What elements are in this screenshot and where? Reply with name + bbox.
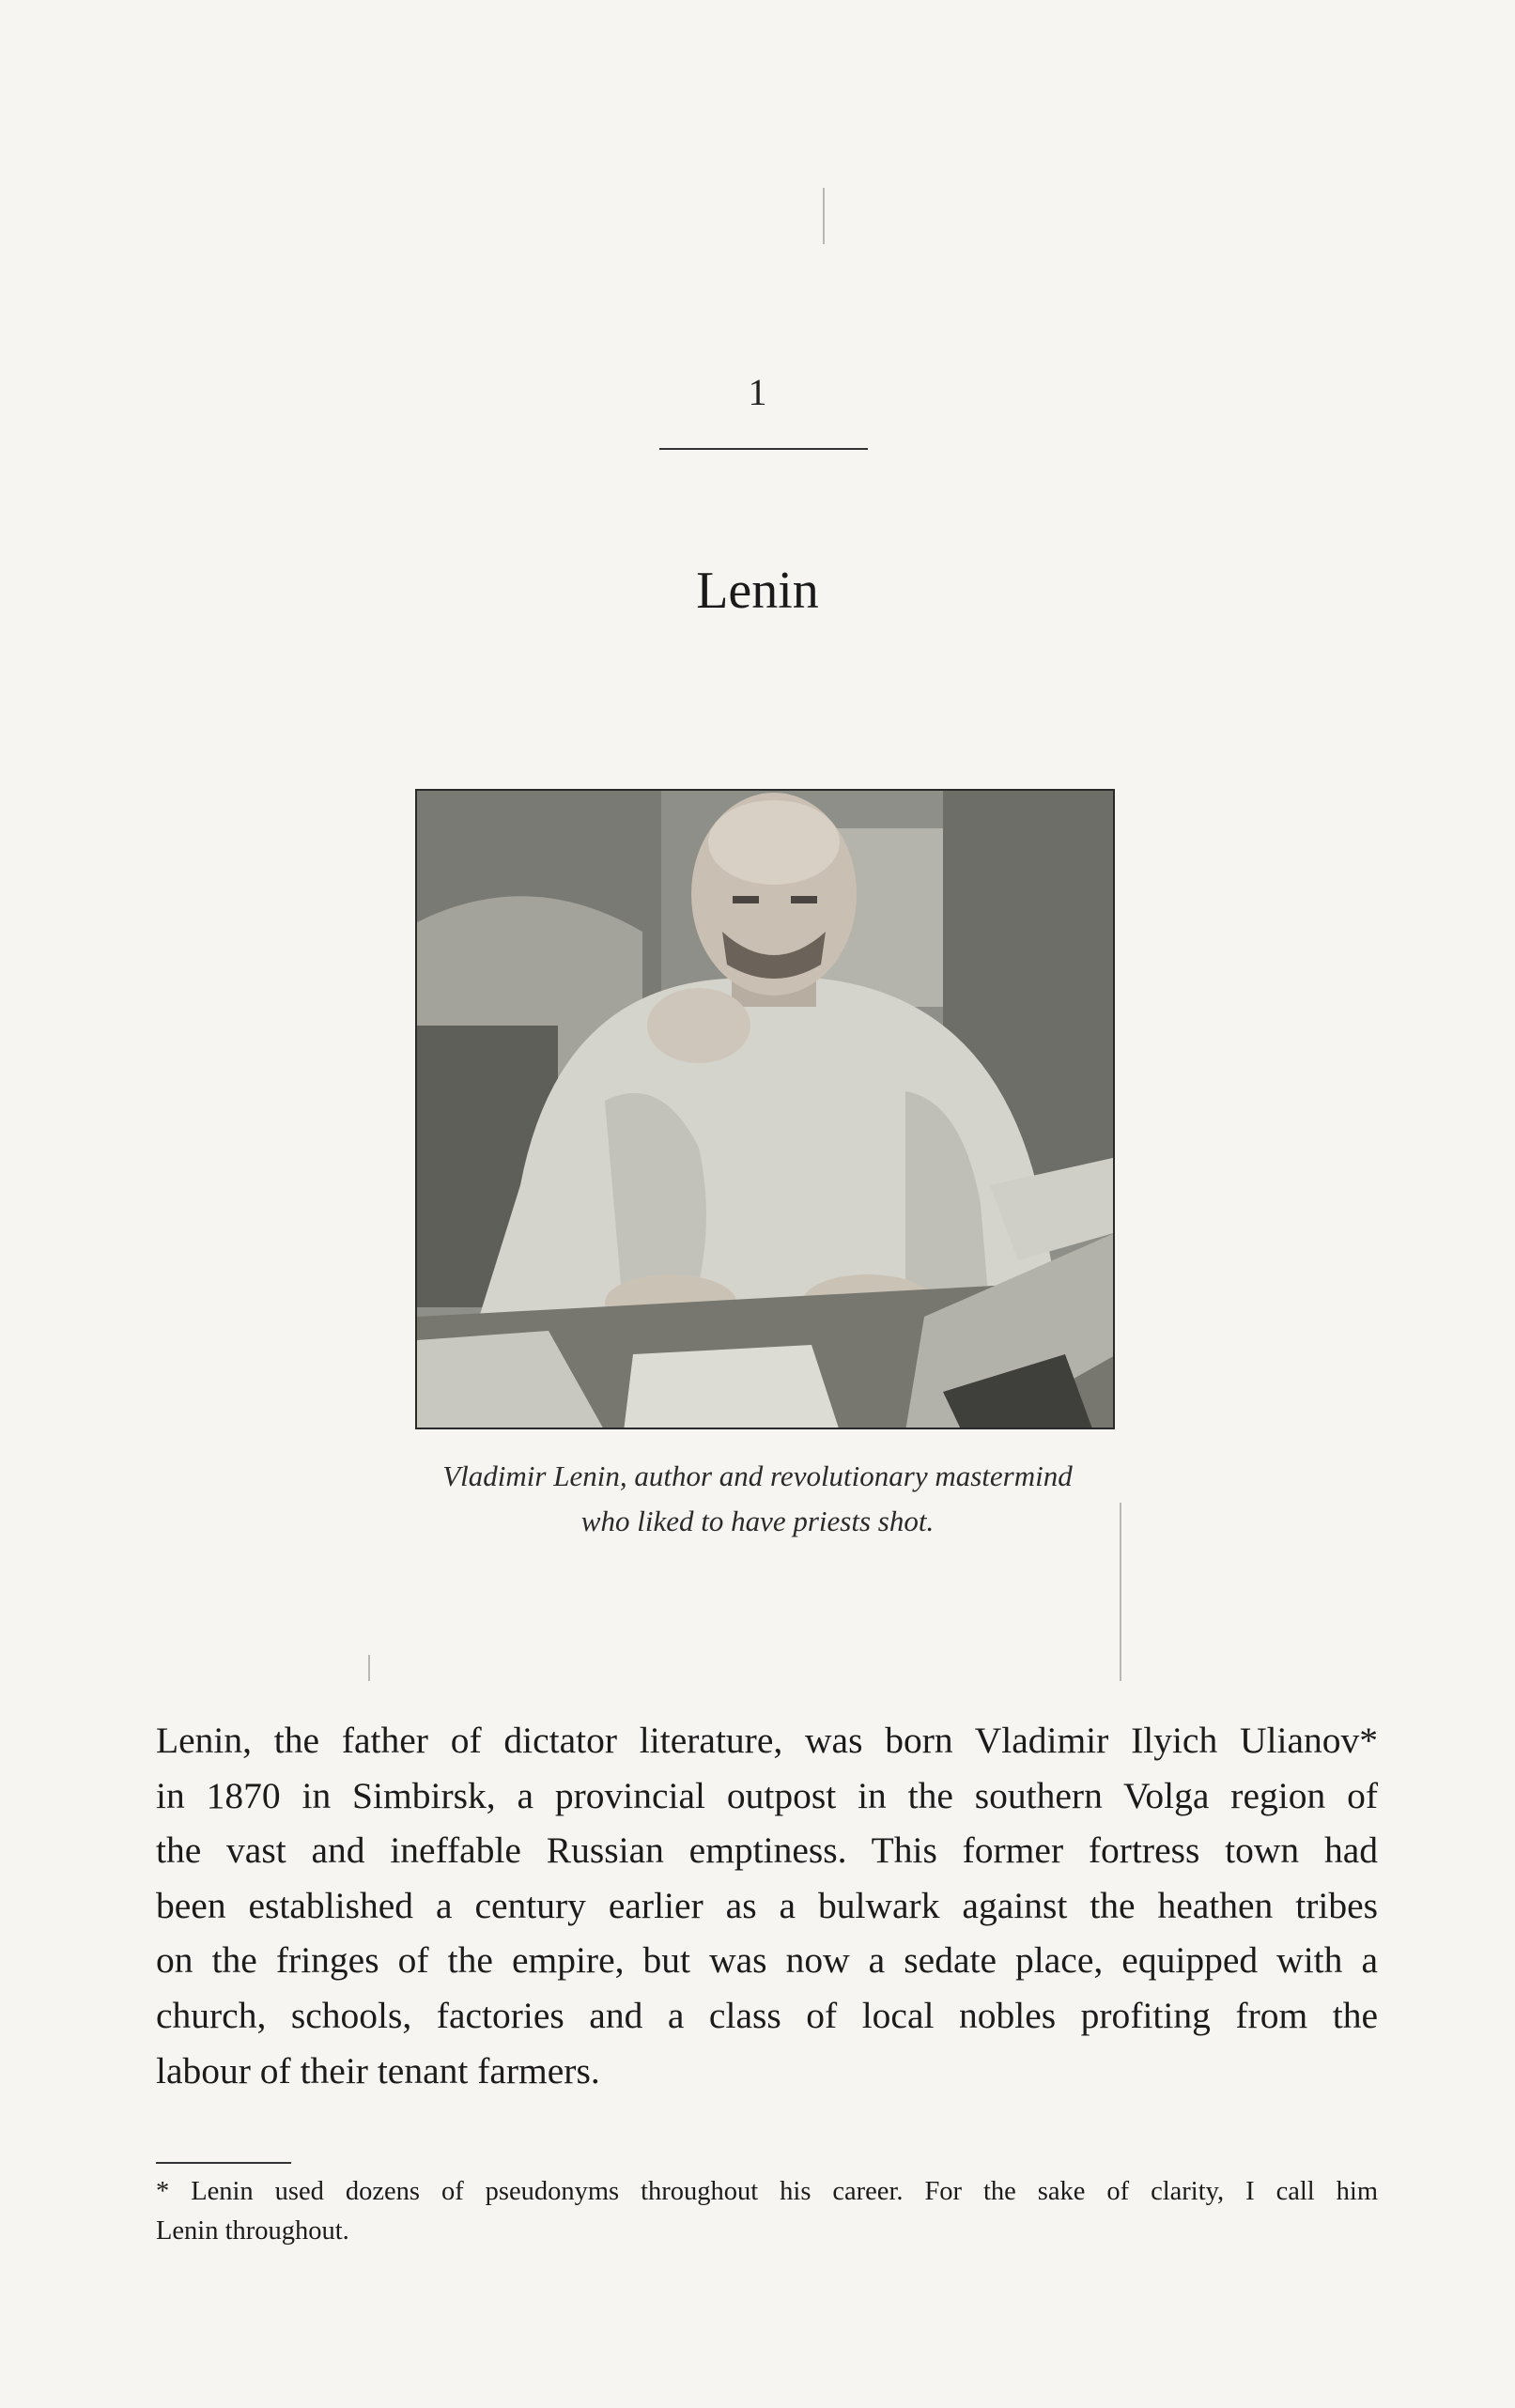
scan-artifact-line [368,1655,370,1681]
caption-line: who liked to have priests shot. [580,1505,935,1537]
paragraph-line: in 1870 in Simbirsk, a provincial outpost in the southern Volga region of [156,1774,1378,1816]
footnote-line: * Lenin used dozens of pseudonyms throughout his career. For the sake of clarity, I call him [156,2177,1378,2206]
figure-caption [282,1454,1233,1544]
footnote-divider [156,2162,291,2164]
footnote [156,2172,1378,2251]
paragraph-line: church, schools, factories and a class of local nobles profiting from the [156,1994,1378,2036]
caption-line: Vladimir Lenin, author and revolutionary mastermind [442,1459,1073,1492]
chapter-number: 1 [748,371,767,413]
paragraph-line: on the fringes of the empire, but was now a sedate place, equipped with a [156,1939,1378,1982]
chapter-title: Lenin [696,562,819,620]
paragraph-line: the vast and ineffable Russian emptiness. This former fortress town had [156,1829,1378,1872]
scan-artifact-line [823,188,825,244]
body-paragraph [156,1713,1378,2098]
footnote-line: Lenin throughout. [156,2216,349,2246]
chapter-divider [659,448,868,450]
lenin-portrait-image [415,789,1115,1429]
paragraph-line: Lenin, the father of dictator literature, was born Vladimir Ilyich Ulianov* [156,1720,1378,1761]
paragraph-line: been established a century earlier as a bulwark against the heathen tribes [156,1884,1378,1926]
portrait-illustration [417,791,1115,1429]
paragraph-line: labour of their tenant farmers. [156,2049,600,2092]
